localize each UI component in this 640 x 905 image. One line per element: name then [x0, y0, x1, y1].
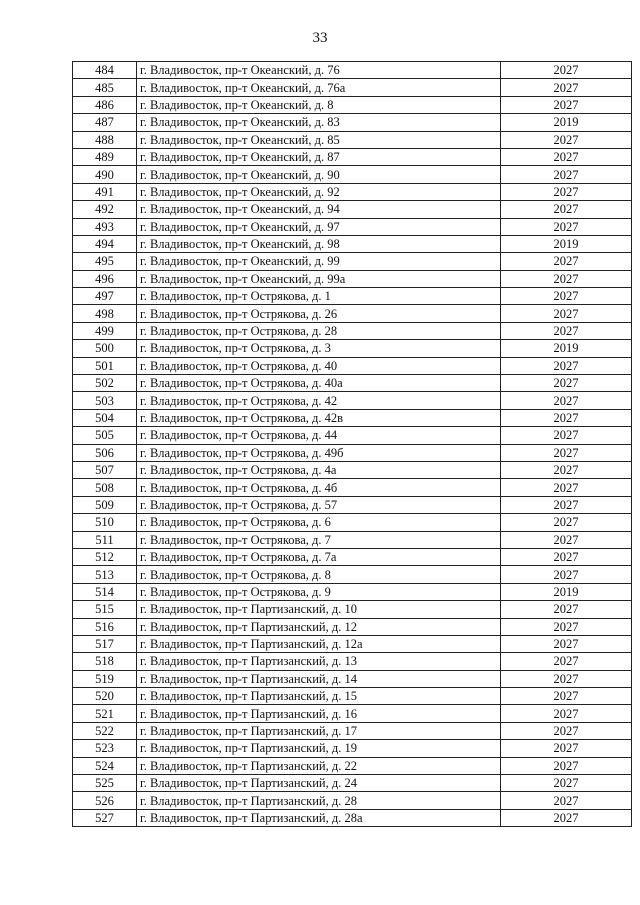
row-number-cell: 491 [73, 183, 137, 200]
table-row [73, 792, 632, 809]
year-cell: 2027 [501, 705, 632, 722]
table-row [73, 253, 632, 270]
year-cell: 2027 [501, 722, 632, 739]
row-number-cell: 502 [73, 375, 137, 392]
row-number-cell: 514 [73, 583, 137, 600]
row-number-cell: 518 [73, 653, 137, 670]
table-row [73, 740, 632, 757]
table-row [73, 305, 632, 322]
table-row [73, 183, 632, 200]
page-number: 33 [312, 30, 328, 46]
address-cell: г. Владивосток, пр-т Острякова, д. 9 [137, 583, 501, 600]
row-number-cell: 492 [73, 201, 137, 218]
row-number-cell: 509 [73, 496, 137, 513]
row-number-cell: 501 [73, 357, 137, 374]
table-row [73, 531, 632, 548]
year-cell: 2027 [501, 548, 632, 565]
address-cell: г. Владивосток, пр-т Острякова, д. 4а [137, 461, 501, 478]
row-number-cell: 513 [73, 566, 137, 583]
address-cell: г. Владивосток, пр-т Партизанский, д. 12а [137, 635, 501, 652]
table-row [73, 775, 632, 792]
year-cell: 2019 [501, 340, 632, 357]
year-cell: 2027 [501, 792, 632, 809]
year-cell: 2027 [501, 670, 632, 687]
address-cell: г. Владивосток, пр-т Океанский, д. 76 [137, 62, 501, 79]
table-row [73, 235, 632, 252]
table-row [73, 653, 632, 670]
row-number-cell: 506 [73, 444, 137, 461]
year-cell: 2027 [501, 461, 632, 478]
row-number-cell: 523 [73, 740, 137, 757]
address-cell: г. Владивосток, пр-т Острякова, д. 57 [137, 496, 501, 513]
address-cell: г. Владивосток, пр-т Партизанский, д. 16 [137, 705, 501, 722]
row-number-cell: 500 [73, 340, 137, 357]
table-row [73, 705, 632, 722]
address-cell: г. Владивосток, пр-т Океанский, д. 92 [137, 183, 501, 200]
address-cell: г. Владивосток, пр-т Океанский, д. 87 [137, 148, 501, 165]
address-cell: г. Владивосток, пр-т Океанский, д. 85 [137, 131, 501, 148]
address-cell: г. Владивосток, пр-т Партизанский, д. 12 [137, 618, 501, 635]
year-cell: 2027 [501, 496, 632, 513]
year-cell: 2027 [501, 357, 632, 374]
table-row [73, 444, 632, 461]
row-number-cell: 520 [73, 688, 137, 705]
year-cell: 2027 [501, 288, 632, 305]
address-cell: г. Владивосток, пр-т Острякова, д. 26 [137, 305, 501, 322]
row-number-cell: 498 [73, 305, 137, 322]
year-cell: 2019 [501, 114, 632, 131]
table-row [73, 392, 632, 409]
address-cell: г. Владивосток, пр-т Острякова, д. 7а [137, 548, 501, 565]
table-row [73, 566, 632, 583]
row-number-cell: 505 [73, 427, 137, 444]
table-row [73, 601, 632, 618]
table-row [73, 79, 632, 96]
year-cell: 2027 [501, 148, 632, 165]
year-cell: 2027 [501, 183, 632, 200]
address-cell: г. Владивосток, пр-т Острякова, д. 40а [137, 375, 501, 392]
year-cell: 2027 [501, 740, 632, 757]
address-cell: г. Владивосток, пр-т Острякова, д. 8 [137, 566, 501, 583]
address-cell: г. Владивосток, пр-т Партизанский, д. 14 [137, 670, 501, 687]
table-row [73, 757, 632, 774]
table-row [73, 461, 632, 478]
year-cell: 2027 [501, 635, 632, 652]
address-cell: г. Владивосток, пр-т Океанский, д. 90 [137, 166, 501, 183]
address-cell: г. Владивосток, пр-т Острякова, д. 7 [137, 531, 501, 548]
address-cell: г. Владивосток, пр-т Партизанский, д. 17 [137, 722, 501, 739]
table-row [73, 548, 632, 565]
table-row [73, 357, 632, 374]
row-number-cell: 495 [73, 253, 137, 270]
year-cell: 2027 [501, 653, 632, 670]
table-row [73, 688, 632, 705]
year-cell: 2027 [501, 131, 632, 148]
table-row [73, 722, 632, 739]
address-cell: г. Владивосток, пр-т Острякова, д. 42 [137, 392, 501, 409]
row-number-cell: 489 [73, 148, 137, 165]
year-cell: 2027 [501, 392, 632, 409]
year-cell: 2027 [501, 775, 632, 792]
row-number-cell: 519 [73, 670, 137, 687]
address-cell: г. Владивосток, пр-т Острякова, д. 6 [137, 514, 501, 531]
year-cell: 2027 [501, 96, 632, 113]
row-number-cell: 515 [73, 601, 137, 618]
year-cell: 2027 [501, 218, 632, 235]
table-row [73, 809, 632, 826]
table-row [73, 618, 632, 635]
table-row [73, 479, 632, 496]
table-row [73, 148, 632, 165]
row-number-cell: 503 [73, 392, 137, 409]
year-cell: 2027 [501, 201, 632, 218]
year-cell: 2027 [501, 375, 632, 392]
address-cell: г. Владивосток, пр-т Партизанский, д. 28 [137, 792, 501, 809]
year-cell: 2027 [501, 427, 632, 444]
row-number-cell: 493 [73, 218, 137, 235]
year-cell: 2027 [501, 809, 632, 826]
address-cell: г. Владивосток, пр-т Партизанский, д. 24 [137, 775, 501, 792]
year-cell: 2027 [501, 166, 632, 183]
row-number-cell: 524 [73, 757, 137, 774]
year-cell: 2019 [501, 235, 632, 252]
address-cell: г. Владивосток, пр-т Партизанский, д. 13 [137, 653, 501, 670]
address-cell: г. Владивосток, пр-т Острякова, д. 3 [137, 340, 501, 357]
table-row [73, 201, 632, 218]
address-cell: г. Владивосток, пр-т Океанский, д. 99 [137, 253, 501, 270]
table-row [73, 496, 632, 513]
row-number-cell: 494 [73, 235, 137, 252]
row-number-cell: 490 [73, 166, 137, 183]
year-cell: 2027 [501, 79, 632, 96]
table-row [73, 514, 632, 531]
year-cell: 2027 [501, 444, 632, 461]
row-number-cell: 517 [73, 635, 137, 652]
row-number-cell: 484 [73, 62, 137, 79]
address-cell: г. Владивосток, пр-т Острякова, д. 49б [137, 444, 501, 461]
address-cell: г. Владивосток, пр-т Партизанский, д. 15 [137, 688, 501, 705]
row-number-cell: 486 [73, 96, 137, 113]
table-body [73, 62, 632, 827]
row-number-cell: 508 [73, 479, 137, 496]
row-number-cell: 485 [73, 79, 137, 96]
table-row [73, 409, 632, 426]
row-number-cell: 511 [73, 531, 137, 548]
year-cell: 2027 [501, 62, 632, 79]
row-number-cell: 499 [73, 322, 137, 339]
address-cell: г. Владивосток, пр-т Острякова, д. 4б [137, 479, 501, 496]
table-row [73, 322, 632, 339]
address-cell: г. Владивосток, пр-т Острякова, д. 40 [137, 357, 501, 374]
table-row [73, 340, 632, 357]
row-number-cell: 525 [73, 775, 137, 792]
address-cell: г. Владивосток, пр-т Партизанский, д. 10 [137, 601, 501, 618]
row-number-cell: 521 [73, 705, 137, 722]
address-cell: г. Владивосток, пр-т Острякова, д. 44 [137, 427, 501, 444]
year-cell: 2027 [501, 514, 632, 531]
table-row [73, 114, 632, 131]
table-row [73, 62, 632, 79]
table-row [73, 218, 632, 235]
row-number-cell: 510 [73, 514, 137, 531]
table-row [73, 270, 632, 287]
address-cell: г. Владивосток, пр-т Партизанский, д. 22 [137, 757, 501, 774]
address-cell: г. Владивосток, пр-т Океанский, д. 83 [137, 114, 501, 131]
table-row [73, 635, 632, 652]
table-row [73, 375, 632, 392]
row-number-cell: 487 [73, 114, 137, 131]
row-number-cell: 512 [73, 548, 137, 565]
table-row [73, 166, 632, 183]
row-number-cell: 526 [73, 792, 137, 809]
row-number-cell: 488 [73, 131, 137, 148]
row-number-cell: 496 [73, 270, 137, 287]
year-cell: 2027 [501, 305, 632, 322]
table-row [73, 288, 632, 305]
address-cell: г. Владивосток, пр-т Океанский, д. 99а [137, 270, 501, 287]
address-cell: г. Владивосток, пр-т Океанский, д. 76а [137, 79, 501, 96]
year-cell: 2027 [501, 618, 632, 635]
address-cell: г. Владивосток, пр-т Острякова, д. 1 [137, 288, 501, 305]
address-cell: г. Владивосток, пр-т Океанский, д. 98 [137, 235, 501, 252]
year-cell: 2027 [501, 270, 632, 287]
year-cell: 2027 [501, 253, 632, 270]
table-row [73, 427, 632, 444]
address-table [72, 61, 632, 827]
row-number-cell: 507 [73, 461, 137, 478]
address-cell: г. Владивосток, пр-т Океанский, д. 8 [137, 96, 501, 113]
year-cell: 2027 [501, 479, 632, 496]
year-cell: 2027 [501, 409, 632, 426]
year-cell: 2027 [501, 757, 632, 774]
row-number-cell: 527 [73, 809, 137, 826]
row-number-cell: 497 [73, 288, 137, 305]
year-cell: 2027 [501, 601, 632, 618]
row-number-cell: 516 [73, 618, 137, 635]
address-cell: г. Владивосток, пр-т Острякова, д. 28 [137, 322, 501, 339]
address-cell: г. Владивосток, пр-т Острякова, д. 42в [137, 409, 501, 426]
table-row [73, 670, 632, 687]
year-cell: 2027 [501, 688, 632, 705]
row-number-cell: 504 [73, 409, 137, 426]
year-cell: 2019 [501, 583, 632, 600]
row-number-cell: 522 [73, 722, 137, 739]
address-cell: г. Владивосток, пр-т Партизанский, д. 28а [137, 809, 501, 826]
table-row [73, 131, 632, 148]
year-cell: 2027 [501, 566, 632, 583]
year-cell: 2027 [501, 322, 632, 339]
address-cell: г. Владивосток, пр-т Океанский, д. 97 [137, 218, 501, 235]
year-cell: 2027 [501, 531, 632, 548]
table-row [73, 96, 632, 113]
address-cell: г. Владивосток, пр-т Океанский, д. 94 [137, 201, 501, 218]
address-cell: г. Владивосток, пр-т Партизанский, д. 19 [137, 740, 501, 757]
table-row [73, 583, 632, 600]
